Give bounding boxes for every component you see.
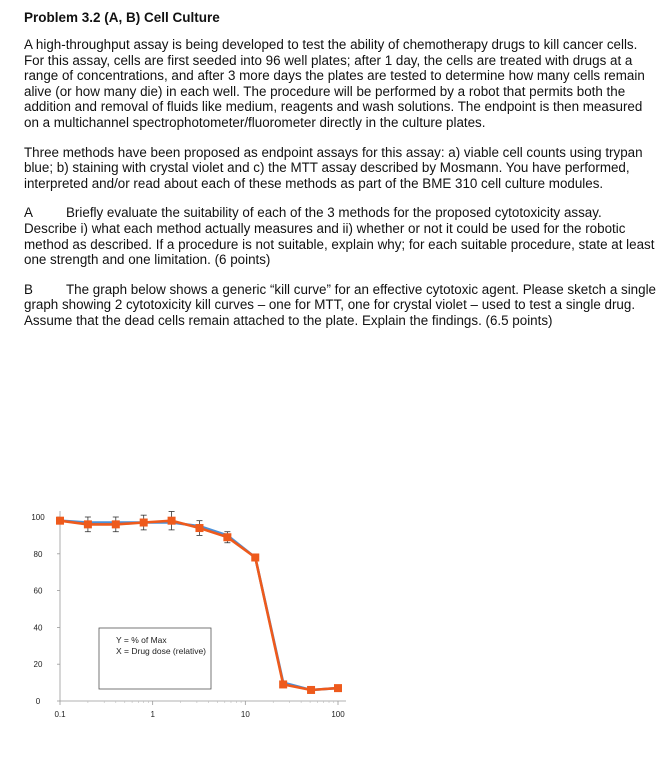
methods-paragraph: Three methods have been proposed as endpoint assays for this assay: a) viable cell counts using trypan blue; b) staining with crystal violet and c) the MTT assay described by Mosmann. You have performed, interpreted and/or read about each of these methods as part of the BME 310 cell culture modules. [24, 144, 643, 191]
problem-title: Problem 3.2 (A, B) Cell Culture [24, 10, 220, 25]
part-a-text: Briefly evaluate the suitability of each of the 3 methods for the proposed cytotoxicity assay. Describe i) what each method actually measures and ii) whether or not it could be used for the robotic method as described. If a procedure is not suitable, explain why; for each suitable procedure, state at least one strength and one limitation. (6 points) [24, 205, 655, 268]
data-point-marker [168, 517, 176, 525]
legend-line-x: X = Drug dose (relative) [116, 646, 206, 656]
part-b-paragraph [24, 282, 656, 329]
x-tick-label: 100 [331, 710, 345, 719]
data-point-marker [56, 517, 64, 525]
x-tick-label: 10 [240, 710, 250, 719]
data-point-marker [223, 533, 231, 541]
part-b-text: The graph below shows a generic “kill curve” for an effective cytotoxic agent. Please sketch a single graph showing 2 cytotoxicity kill curves – one for MTT, one for crystal violet – used to test a single drug. Assume that the dead cells remain attached to the plate. Explain the findings. (6.5 points) [24, 281, 656, 328]
problem-document [24, 10, 656, 343]
y-tick-label: 60 [33, 586, 43, 596]
data-point-marker [279, 680, 287, 688]
data-point-marker [195, 524, 203, 532]
part-a-label: A [24, 205, 33, 221]
data-point-marker [334, 684, 342, 692]
data-point-marker [84, 520, 92, 528]
y-tick-label: 20 [33, 660, 43, 670]
part-b-label: B [24, 281, 33, 297]
data-point-marker [112, 520, 120, 528]
legend-line-y: Y = % of Max [116, 635, 167, 645]
data-point-marker [140, 519, 148, 527]
y-tick-label: 80 [33, 549, 43, 559]
kill-curve-chart [0, 488, 671, 762]
intro-paragraph: A high-throughput assay is being developed to test the ability of chemotherapy drugs to kill cancer cells. For this assay, cells are first seeded into 96 well plates; after 1 day, the cells are treated with drugs at a range of concentrations, and after 3 more days the plates are tested to determine how many cells remain alive (or how many die) in each well. The procedure will be performed by a robot that permits both the addition and removal of fluids like medium, reagents and wash solutions. The endpoint is then measured on a multichannel spectrophotometer/fluorometer directly in the culture plates. [24, 37, 645, 130]
data-point-marker [307, 686, 315, 694]
y-tick-label: 0 [35, 697, 41, 706]
data-point-marker [251, 553, 259, 561]
x-tick-label: 0.1 [54, 710, 66, 719]
y-tick-label: 100 [31, 513, 45, 522]
part-a-paragraph [24, 205, 656, 267]
y-tick-label: 40 [33, 623, 43, 633]
x-tick-label: 1 [150, 710, 155, 719]
